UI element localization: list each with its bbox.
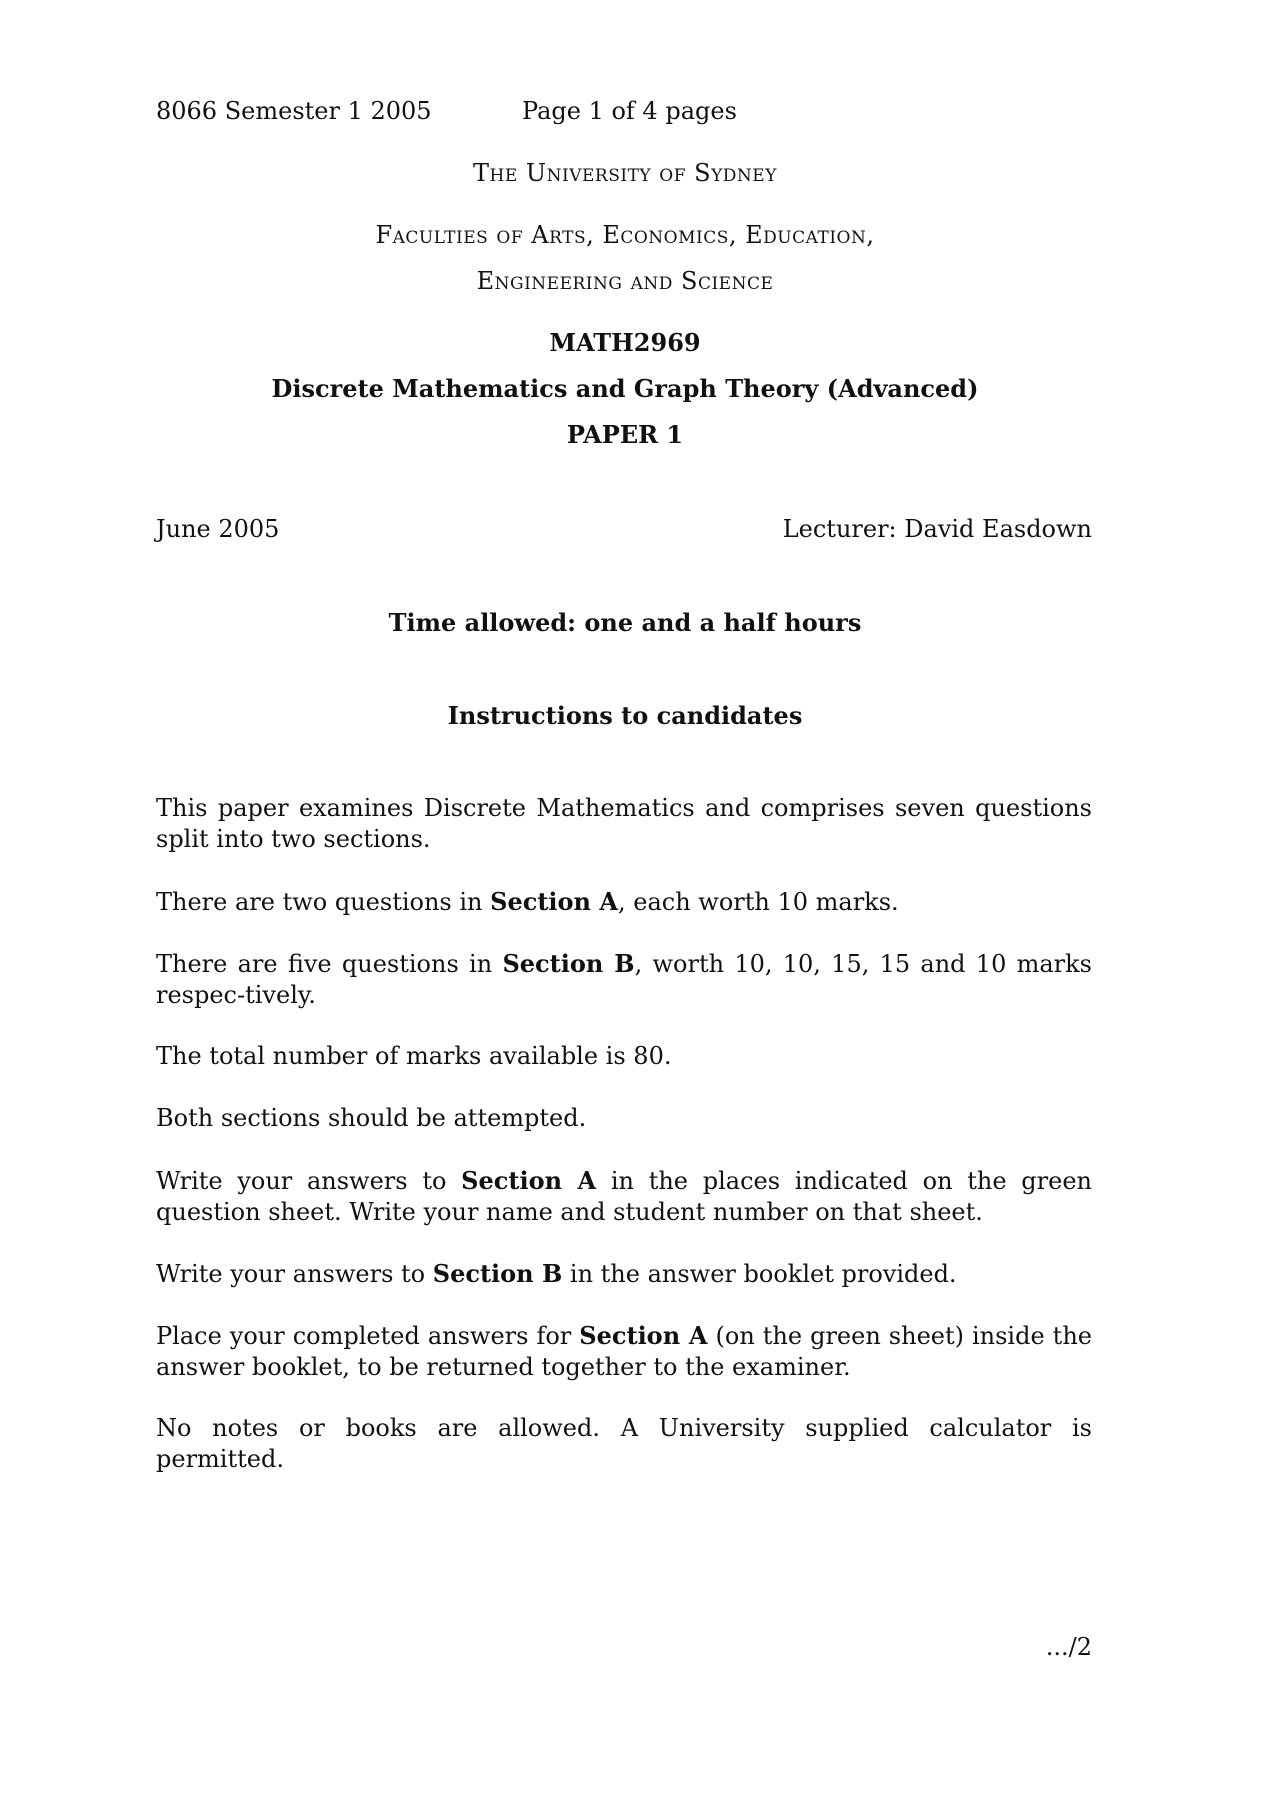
exam-code: 8066 Semester 1 2005 [156, 97, 432, 125]
instruction-text: Place your completed answers for [156, 1322, 580, 1350]
instruction-paragraph-8 [156, 1320, 1092, 1383]
instruction-text: The total number of marks available is 80. [156, 1042, 672, 1070]
section-b-label: Section B [502, 949, 635, 978]
instruction-paragraph-1 [156, 793, 1092, 855]
section-a-label: Section A [579, 1321, 708, 1350]
section-a-label: Section A [461, 1166, 597, 1195]
instruction-paragraph-9 [156, 1413, 1092, 1475]
instruction-text: in the places indicated on the green question sheet. Write your name and student number on that sheet. [156, 1167, 1092, 1226]
faculties-line-2: Engineering and Science [476, 267, 774, 295]
course-title: Discrete Mathematics and Graph Theory (Advanced) [271, 374, 979, 403]
instruction-text: , each worth 10 marks. [617, 888, 899, 916]
continuation-marker: .../2 [1045, 1633, 1092, 1661]
instruction-paragraph-6 [156, 1165, 1092, 1228]
instruction-paragraph-5 [156, 1103, 1092, 1134]
faculties-line-1: Faculties of Arts, Economics, Education, [375, 221, 875, 249]
instruction-text: in the answer booklet provided. [562, 1260, 957, 1288]
time-allowed: Time allowed: one and a half hours [388, 608, 862, 637]
page-info: Page 1 of 4 pages [522, 97, 737, 125]
instruction-text: This paper examines Discrete Mathematics and comprises seven questions split into two sections. [156, 794, 1092, 853]
instruction-text: , worth 10, 10, 15, 15 and 10 marks respec-tively. [156, 950, 1093, 1009]
instruction-text: There are five questions in [156, 950, 503, 978]
instruction-text: No notes or books are allowed. A University supplied calculator is permitted. [156, 1414, 1092, 1473]
instruction-text: Both sections should be attempted. [156, 1104, 587, 1132]
course-code: MATH2969 [549, 328, 701, 357]
instructions-heading: Instructions to candidates [447, 701, 803, 730]
section-b-label: Section B [432, 1259, 563, 1288]
instruction-text: There are two questions in [156, 888, 491, 916]
lecturer: Lecturer: David Easdown [782, 515, 1092, 543]
section-a-label: Section A [490, 887, 618, 916]
instruction-text: (on the green sheet) inside the answer booklet, to be returned together to the examiner. [156, 1322, 1092, 1381]
instruction-paragraph-7 [156, 1258, 1092, 1290]
paper-number: PAPER 1 [566, 420, 684, 449]
exam-date: June 2005 [156, 515, 280, 543]
instruction-paragraph-2 [156, 886, 1092, 918]
instruction-text: Write your answers to [156, 1260, 433, 1288]
instruction-paragraph-4 [156, 1041, 1092, 1072]
instruction-text: Write your answers to [156, 1167, 462, 1195]
university-name: The University of Sydney [473, 159, 777, 187]
instruction-paragraph-3 [156, 948, 1092, 1011]
